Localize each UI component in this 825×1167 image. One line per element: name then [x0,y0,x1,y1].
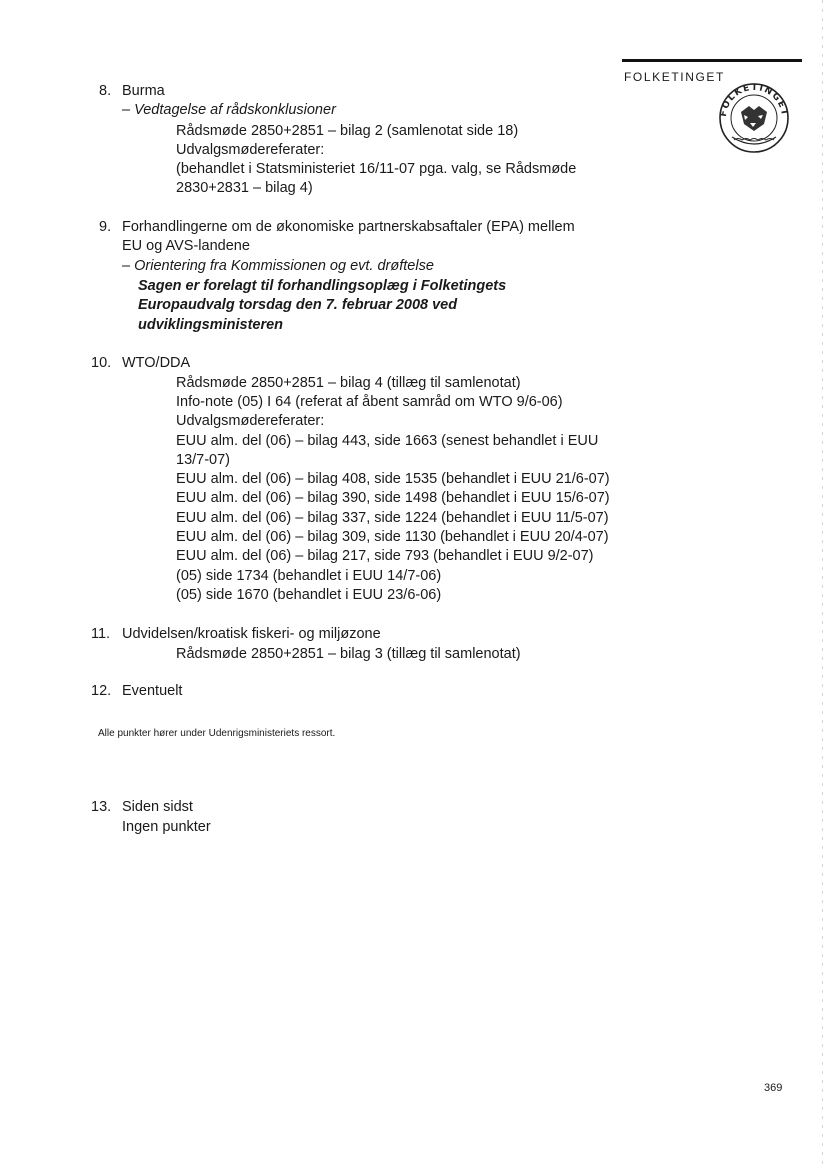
item-10-line: (05) side 1734 (behandlet i EUU 14/7-06) [176,568,442,584]
item-11-line: Rådsmøde 2850+2851 – bilag 3 (tillæg til samlenotat) [176,646,521,662]
ministry-note: Alle punkter hører under Udenrigsministeriets ressort. [98,728,336,739]
item-13-line: Ingen punkter [122,819,211,835]
item-13-title: Siden sidst [122,799,193,815]
item-9-notice-line: Europaudvalg torsdag den 7. februar 2008 ved [138,297,458,313]
item-10-line: EUU alm. del (06) – bilag 408, side 1535 (behandlet i EUU 21/6-07) [176,471,610,487]
item-10-line: EUU alm. del (06) – bilag 217, side 793 (behandlet i EUU 9/2-07) [176,548,594,564]
folketinget-seal-icon [718,82,790,154]
item-8-line: Rådsmøde 2850+2851 – bilag 2 (samlenotat side 18) [176,123,519,139]
item-8-subtitle: – Vedtagelse af rådskonklusioner [122,102,336,118]
item-12-title: Eventuelt [122,683,183,699]
item-10-line: Rådsmøde 2850+2851 – bilag 4 (tillæg til samlenotat) [176,375,521,391]
item-10-line: Info-note (05) I 64 (referat af åbent samråd om WTO 9/6-06) [176,394,563,410]
item-8-line: 2830+2831 – bilag 4) [176,180,313,196]
page-number: 369 [764,1082,783,1094]
item-10-line: Udvalgsmødereferater: [176,413,325,429]
item-11-number: 11. [91,626,111,642]
item-10-line: EUU alm. del (06) – bilag 443, side 1663 (senest behandlet i EUU [176,433,599,449]
header-rule [622,59,802,62]
item-8-title: Burma [122,83,165,99]
item-13-number: 13. [91,799,112,815]
item-9-notice-line: Sagen er forelagt til forhandlingsoplæg i Folketingets [138,278,507,294]
item-11-title: Udvidelsen/kroatisk fiskeri- og miljøzone [122,626,381,642]
item-9-number: 9. [99,219,112,235]
org-name: FOLKETINGET [624,70,725,84]
item-10-line: 13/7-07) [176,452,231,468]
item-10-line: EUU alm. del (06) – bilag 309, side 1130 (behandlet i EUU 20/4-07) [176,529,609,545]
item-10-title: WTO/DDA [122,355,191,371]
item-10-line: EUU alm. del (06) – bilag 337, side 1224 (behandlet i EUU 11/5-07) [176,510,609,526]
item-8-number: 8. [99,83,112,99]
item-9-subtitle: – Orientering fra Kommissionen og evt. drøftelse [122,258,434,274]
svg-text:FOLKETINGET: FOLKETINGET [718,82,790,118]
item-8-line: Udvalgsmødereferater: [176,142,325,158]
scan-edge [822,0,823,1167]
item-9-title-line: Forhandlingerne om de økonomiske partnerskabsaftaler (EPA) mellem [122,219,575,235]
item-8-line: (behandlet i Statsministeriet 16/11-07 pga. valg, se Rådsmøde [176,161,577,177]
item-9-title-line: EU og AVS-landene [122,238,250,254]
item-12-number: 12. [91,683,112,699]
item-9-notice-line: udviklingsministeren [138,317,284,333]
item-10-number: 10. [91,355,112,371]
item-10-line: (05) side 1670 (behandlet i EUU 23/6-06) [176,587,442,603]
item-10-line: EUU alm. del (06) – bilag 390, side 1498 (behandlet i EUU 15/6-07) [176,490,610,506]
